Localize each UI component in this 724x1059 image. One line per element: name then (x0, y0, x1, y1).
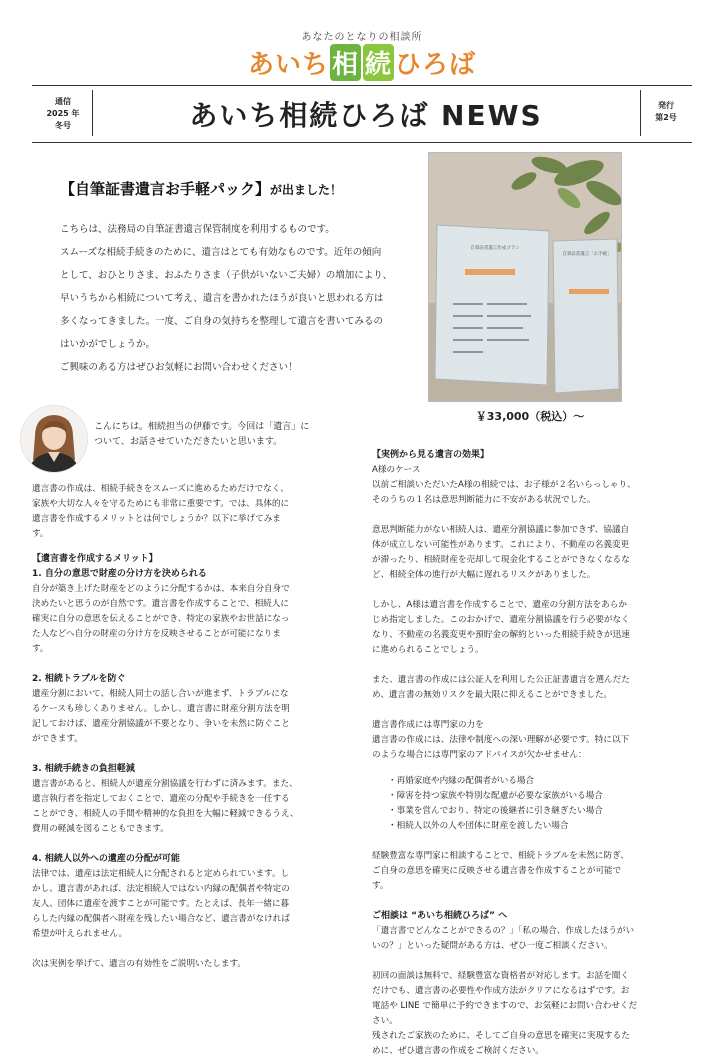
case-line: なり、不動産の名義変更や預貯金の解約といった相続手続きが迅速 (372, 630, 630, 640)
list-item: ・障害を持つ家族や特別な配慮が必要な家族がいる場合 (388, 791, 603, 801)
merit-heading: 3. 相続手続きの負担軽減 (32, 764, 135, 774)
case-paragraph (372, 478, 694, 508)
issue-type: 通信 (55, 97, 71, 106)
case-line: 意思判断能力がない相続人は、遺産分割協議に参加できず、協議自 (372, 525, 630, 535)
consult-line: 「遺言書でどんなことができるの？」「私の場合、作成したほうがい (372, 926, 635, 936)
merit-line: 遺言書があると、相続人が遺産分割協議を行わずに済みます。また、 (32, 779, 298, 789)
will-intro-line: 遺言書を作成するメリットとは何でしょうか？以下に挙げてみま (32, 514, 281, 524)
issue-number: 第2号 (655, 113, 677, 122)
consult-detail-line: 初回の面談は無料で、経験豊富な資格者が対応します。お話を聞く (372, 971, 629, 981)
pack-photo (428, 152, 622, 402)
logo-box-1: 相 (330, 44, 361, 81)
pack-line: はいかがでしょうか。 (60, 339, 156, 350)
pack-description (60, 218, 412, 379)
case-line: 以前ご相談いただいたA様の相続では、お子様が２名いらっしゃり、 (372, 480, 636, 490)
pack-line: スムーズな相続手続きのために、遺言はとても有効なものです。近年の傾向 (60, 247, 382, 258)
case-line: に進められることでしょう。 (372, 645, 484, 655)
merit-line: 記しておけば、遺産分割協議が不要となり、争いを未然に防ぐこと (32, 719, 290, 729)
will-intro-line: 遺言書の作成は、相続手続きをスムーズに進めるためだけでなく、 (32, 484, 289, 494)
staff-intro-line: こんにちは。相続担当の伊藤です。今回は「遺言」に (94, 422, 310, 432)
merits-closing: 次は実例を挙げて、遺言の有効性をご説明いたします。 (32, 959, 246, 969)
list-item: ・再婚家庭や内縁の配偶者がいる場合 (388, 776, 535, 786)
will-intro-line: 家族や大切な人々を守るためにも非常に重要です。では、具体的に (32, 499, 290, 509)
logo (0, 44, 724, 81)
merit-line: 確実に自分の意思を伝えることができ、特定の家族やお世話になっ (32, 614, 290, 624)
pack-price: ￥33,000（税込）～ (475, 410, 585, 423)
case-line: が滞ったり、相続財産を売却して現金化することができなくなるな (372, 555, 630, 565)
merit-line: 決めたいと思うのが自然です。遺言書を作成することで、相続人に (32, 599, 289, 609)
staff-portrait-icon (21, 406, 87, 472)
merit-line: 法律では、遺産は法定相続人に分配されると定められています。し (32, 869, 290, 879)
case-line: そのうちの１名は意思判断能力に不安がある状況でした。 (372, 495, 596, 505)
case-study-title: 【実例から見る遺言の効果】 (372, 450, 490, 460)
list-item-text: 事業を営んでおり、特定の後継者に引き継ぎたい場合 (396, 806, 603, 816)
pack-line: ご興味のある方はぜひお気軽にお問い合わせください！ (60, 362, 298, 373)
merits-section (32, 552, 354, 972)
list-item-text: 障害を持つ家族や特別な配慮が必要な家族がいる場合 (396, 791, 603, 801)
merit-line: 友人、団体に遺産を渡すことが可能です。たとえば、長年一緒に暮 (32, 899, 290, 909)
case-line: め、遺言書の無効リスクを最大限に抑えることができました。 (372, 690, 613, 700)
issue-info-right (644, 100, 688, 124)
avatar (20, 405, 88, 473)
consult-paragraph (372, 924, 694, 954)
consult-line: いの？」といった疑問がある方は、ぜひ一度ご相談ください。 (372, 941, 613, 951)
pack-title (60, 178, 342, 199)
case-line: ど、相続全体の進行が大幅に遅れるリスクがありました。 (372, 570, 596, 580)
pack-photo-illustration (429, 153, 621, 401)
expert-line: 遺言書の作成には、法律や制度への深い理解が必要です。特に以下 (372, 735, 630, 745)
pack-line: として、おひとりさま、おふたりさま（子供がいないご夫婦）の増加により、 (60, 270, 393, 281)
merit-line: 自分が築き上げた財産をどのように分配するかは、本来自分自身で (32, 584, 290, 594)
merit-item (32, 567, 354, 657)
pack-line: 早いうちから相続について考え、遺言を書かれたほうが良いと思われる方は (60, 293, 384, 304)
merit-heading: 4. 相続人以外への遺産の分配が可能 (32, 854, 180, 864)
merit-heading: 2. 相続トラブルを防ぐ (32, 674, 126, 684)
list-item: ・相続人以外の人や団体に財産を渡したい場合 (388, 821, 569, 831)
consult-title: ご相談は “あいち相続ひろば” へ (372, 911, 508, 921)
case-line: しかし、A様は遺言書を作成することで、遺産の分割方法をあらか (372, 600, 627, 610)
will-intro-line: す。 (32, 529, 49, 539)
pack-line: こちらは、法務局の自筆証書遺言保管制度を利用するものです。 (60, 224, 335, 235)
issue-info-left (38, 96, 88, 132)
merits-title: 【遺言書を作成するメリット】 (32, 554, 158, 564)
merit-item (32, 672, 354, 747)
header-divider-right (640, 90, 641, 136)
merit-heading: 1. 自分の意思で財産の分け方を決められる (32, 569, 207, 579)
logo-text-part1: あいち (247, 50, 329, 80)
header-divider-left (92, 90, 93, 136)
issue-publish-label: 発行 (658, 101, 674, 110)
pack-title-main: 【自筆証書遺言お手軽パック】 (60, 180, 271, 198)
merit-line: るケースも珍しくありません。しかし、遺言書に財産分割方法を明 (32, 704, 290, 714)
expert-title: 遺言書作成には専門家の力を (372, 720, 484, 730)
case-line: じめ指定しました。このおかげで、遺産分割協議を行う必要がなく (372, 615, 630, 625)
logo-text-part2: ひろば (395, 50, 477, 80)
page-title: あいち相続ひろば NEWS (189, 99, 543, 132)
case-paragraph (372, 598, 694, 658)
merit-line: す。 (32, 644, 49, 654)
staff-intro-line: ついて、お話させていただきたいと思います。 (94, 437, 283, 447)
merit-item (32, 762, 354, 837)
logo-tagline: あなたのとなりの相談所 (301, 32, 423, 43)
case-label: A様のケース (372, 465, 421, 475)
photo-doc2-title: 自筆証書遺言「お手軽」 (562, 252, 612, 257)
merit-line: 遺産分割において、相続人同士の話し合いが進まず、トラブルにな (32, 689, 289, 699)
expert-paragraph (372, 733, 694, 763)
will-intro (32, 482, 352, 542)
merit-line: 希望が叶えられません。 (32, 929, 128, 939)
case-paragraph (372, 523, 694, 583)
merit-line: 遺言執行者を指定しておくことで、遺産の分配や手続きを一任する (32, 794, 290, 804)
merit-line: らした内縁の配偶者へ財産を残したい場合など、遺言書がなければ (32, 914, 290, 924)
case-study-section (372, 448, 694, 1059)
merit-line: かし、遺言書があれば、法定相続人ではない内縁の配偶者や特定の (32, 884, 290, 894)
consult-detail-line: めに、ぜひ遺言書の作成をご検討ください。 (372, 1046, 544, 1056)
list-item: ・事業を営んでおり、特定の後継者に引き継ぎたい場合 (388, 806, 603, 816)
consult-detail-line: 電話や LINE で簡単に予約できますので、お気軽にお問い合わせくだ (372, 1001, 638, 1011)
expert-benefit-line: ご自身の意思を確実に反映させる遺言書を作成することが可能で (372, 866, 622, 876)
pack-line: 多くなってきました。一度、ご自身の気持ちを整理して遺言を書いてみるの (60, 316, 384, 327)
consult-detail-line: さい。 (372, 1016, 398, 1026)
case-line: 体が成立しない可能性があります。これにより、不動産の名義変更 (372, 540, 630, 550)
merit-line: ことができ、相続人の手間や精神的な負担を大幅に軽減できるうえ、 (32, 809, 299, 819)
expert-benefit-line: 経験豊富な専門家に相談することで、相続トラブルを未然に防ぎ、 (372, 851, 629, 861)
consult-detail-line: だけでも、遺言書の必要性や作成方法がクリアになるはずです。お (372, 986, 630, 996)
consult-detail (372, 969, 694, 1059)
issue-season: 冬号 (55, 121, 71, 130)
issue-year: 2025 年 (46, 109, 80, 118)
expert-benefit-line: す。 (372, 881, 389, 891)
merit-item (32, 852, 354, 942)
list-item-text: 再婚家庭や内縁の配偶者がいる場合 (396, 776, 535, 786)
merit-line: ができます。 (32, 734, 83, 744)
expert-line: のような場合には専門家のアドバイスが欠かせません： (372, 750, 587, 760)
merit-line: 費用の軽減を図ることもできます。 (32, 824, 169, 834)
pack-title-suffix: が出ました！ (270, 183, 343, 197)
consult-detail-line: 残されたご家族のために、そしてご自身の意思を確実に実現するた (372, 1031, 630, 1041)
merit-line: た人などへ自分の財産の分け方を反映させることが可能になりま (32, 629, 281, 639)
case-line: また、遺言書の作成には公証人を利用した公正証書遺言を選んだた (372, 675, 630, 685)
photo-doc1-title: 自筆証書遺言作成プラン (470, 246, 520, 251)
staff-intro (94, 420, 350, 450)
logo-box-2: 続 (363, 44, 394, 81)
expert-benefit (372, 849, 694, 894)
expert-case-list (372, 774, 694, 834)
case-paragraph (372, 673, 694, 703)
list-item-text: 相続人以外の人や団体に財産を渡したい場合 (396, 821, 569, 831)
